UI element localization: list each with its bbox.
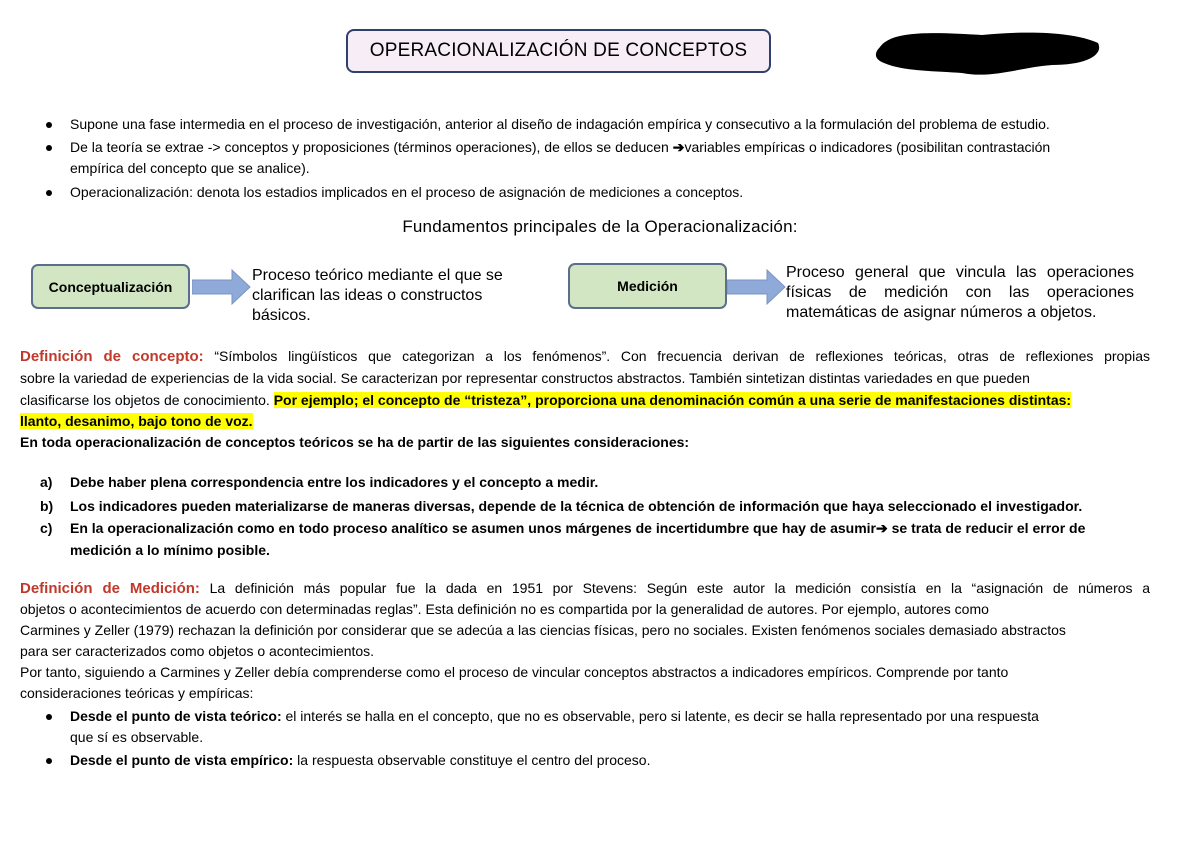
medicion-line-2: objetos o acontecimientos de acuerdo con determinadas reglas”. Esta definición no es compartida por la generalidad de autores. Por ejemplo, autores como <box>20 601 989 617</box>
bullet-dot <box>46 190 52 196</box>
conceptualizacion-desc-line: básicos. <box>252 307 311 324</box>
final-bullet-2-bold: Desde el punto de vista empírico: <box>70 752 294 768</box>
final-bullet-1-bold: Desde el punto de vista teórico: <box>70 708 282 724</box>
intro-bullet-3-text: Operacionalización: denota los estadios implicados en el proceso de asignación de mediciones a conceptos. <box>70 184 744 200</box>
concepto-text: “Símbolos lingüísticos que categorizan a los fenómenos”. Con frecuencia derivan de reflexiones teóricas, otras de reflexiones propias <box>203 348 1150 364</box>
conceptualizacion-desc-line: Proceso teórico mediante el que se <box>252 267 503 284</box>
bullet-dot <box>46 145 52 151</box>
medicion-label: Medición <box>617 278 678 294</box>
intro-bullet-2-text <box>70 137 1050 158</box>
intro-bullet-2-part2: variables empíricas o indicadores (posibilitan contrastación <box>684 139 1051 155</box>
concepto-example-highlight-2: llanto, desanimo, bajo tono de voz. <box>20 413 253 429</box>
final-bullet-1-text <box>70 706 1039 727</box>
consideration-marker: c) <box>40 520 53 536</box>
medicion-text: La definición más popular fue la dada en 1951 por Stevens: Según este autor la medición consistía en la “asignación de números a <box>199 580 1150 596</box>
concepto-line-2: sobre la variedad de experiencias de la vida social. Se caracterizan por representar constructos abstractos. También sintetizan distintas variedades en que pueden <box>20 370 1030 386</box>
medicion-line-4: para ser caracterizados como objetos o acontecimientos. <box>20 643 375 659</box>
concepto-line-3 <box>20 390 1071 411</box>
intro-bullet-2-part1: De la teoría se extrae -> conceptos y proposiciones (términos operaciones), de ellos se deducen <box>70 139 673 155</box>
right-arrow-icon <box>192 268 252 306</box>
medicion-box <box>568 263 727 309</box>
implies-arrow: ➔ <box>876 520 888 536</box>
right-arrow-icon <box>727 268 787 306</box>
concepto-example-highlight: Por ejemplo; el concepto de “tristeza”, proporciona una denominación común a una serie de manifestaciones distintas: <box>273 392 1072 408</box>
medicion-desc-line: matemáticas de asignar números a objetos. <box>786 304 1097 321</box>
medicion-line-5: Por tanto, siguiendo a Carmines y Zeller debía comprenderse como el proceso de vincular conceptos abstractos a indicadores empíricos. Comprende por tanto <box>20 664 1009 680</box>
redaction-blot <box>872 25 1104 77</box>
consideration-c-part1: En la operacionalización como en todo proceso analítico se asumen unos márgenes de incertidumbre que hay de asumir <box>70 520 876 536</box>
conceptualizacion-box <box>31 264 190 309</box>
consideration-text: Los indicadores pueden materializarse de maneras diversas, depende de la técnica de obtención de información que haya seleccionado el investigador. <box>70 498 1083 514</box>
considerations-intro: En toda operacionalización de conceptos teóricos se ha de partir de las siguientes consideraciones: <box>20 434 690 450</box>
implies-arrow: ➔ <box>672 139 685 155</box>
medicion-desc-line: físicas de medición con las operaciones <box>786 284 1134 301</box>
final-bullet-2-rest: la respuesta observable constituye el centro del proceso. <box>293 752 651 768</box>
medicion-line-3: Carmines y Zeller (1979) rechazan la definición por considerar que se adecúa a las ciencias físicas, pero no sociales. Existen fenómenos sociales demasiado abstractos <box>20 622 1066 638</box>
medicion-line-1 <box>20 578 1150 599</box>
conceptualizacion-desc-line: clarifican las ideas o constructos <box>252 287 483 304</box>
conceptualizacion-description <box>252 266 503 326</box>
consideration-c-continuation: medición a lo mínimo posible. <box>70 542 270 558</box>
bullet-dot <box>46 714 52 720</box>
medicion-description <box>786 263 1134 323</box>
medicion-def-label: Definición de Medición: <box>20 580 200 597</box>
intro-bullet-2-continuation: empírica del concepto que se analice). <box>70 160 310 176</box>
page-title <box>346 29 771 73</box>
final-bullet-1-rest: el interés se halla en el concepto, que no es observable, pero si latente, es decir se halla representado por una respuesta <box>281 708 1039 724</box>
consideration-marker: b) <box>40 498 54 514</box>
concepto-line-1 <box>20 346 1150 367</box>
concepto-line-3-plain: clasificarse los objetos de conocimiento. <box>20 392 274 408</box>
conceptualizacion-label: Conceptualización <box>48 278 173 295</box>
page-title-text: OPERACIONALIZACIÓN DE CONCEPTOS <box>369 40 748 61</box>
consideration-text <box>70 518 1180 539</box>
concepto-line-4 <box>20 411 253 432</box>
medicion-line-6: consideraciones teóricas y empíricas: <box>20 685 254 701</box>
final-bullet-2-text <box>70 750 651 771</box>
fundamentos-heading: Fundamentos principales de la Operacionalización: <box>402 217 798 236</box>
consideration-c-part2: se trata de reducir el error de <box>887 520 1086 536</box>
concepto-label: Definición de concepto: <box>20 348 204 365</box>
consideration-marker: a) <box>40 474 53 490</box>
consideration-text: Debe haber plena correspondencia entre los indicadores y el concepto a medir. <box>70 474 599 490</box>
bullet-dot <box>46 122 52 128</box>
final-bullet-1-continuation: que sí es observable. <box>70 729 204 745</box>
medicion-desc-line: Proceso general que vincula las operaciones <box>786 264 1134 281</box>
bullet-dot <box>46 758 52 764</box>
intro-bullet-1-text: Supone una fase intermedia en el proceso de investigación, anterior al diseño de indagación empírica y consecutivo a la formulación del problema de estudio. <box>70 116 1050 132</box>
